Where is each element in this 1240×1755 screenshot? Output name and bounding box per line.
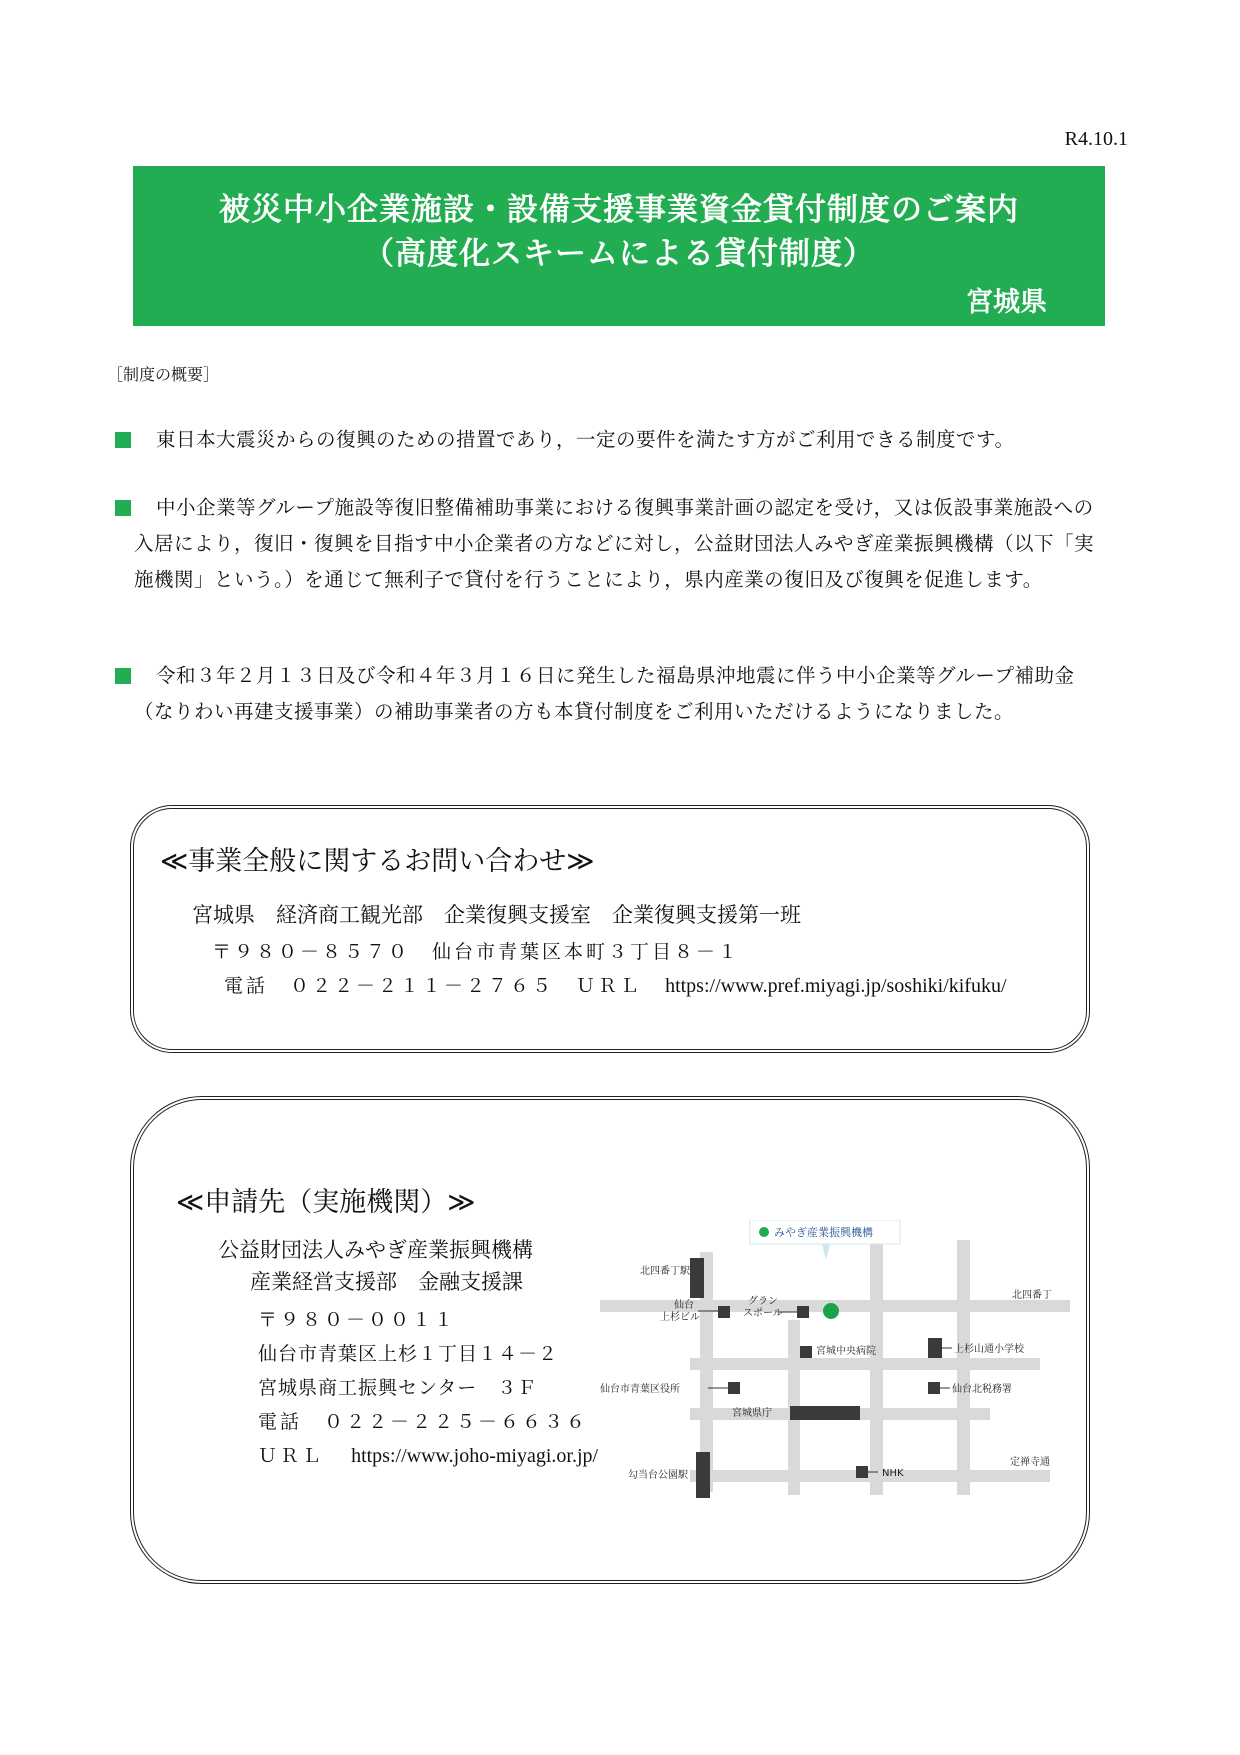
location-marker-icon [823, 1303, 839, 1319]
map-label: 仙台 [674, 1300, 694, 1311]
general-url-link[interactable]: https://www.pref.miyagi.jp/soshiki/kifuku/ [665, 975, 1007, 997]
prefecture-name: 宮城県 [966, 287, 1047, 318]
map-label: 上杉ビル [660, 1312, 700, 1323]
map-label: 勾当台公園駅 [628, 1470, 688, 1481]
phone-label: 電話 ０２２－２１１－２７６５ ＵＲＬ [224, 975, 643, 997]
map-label: 仙台北税務署 [952, 1384, 1012, 1395]
department-name: 宮城県 経済商工観光部 企業復興支援室 企業復興支援第一班 [192, 903, 801, 927]
map-logo-text: みやぎ産業振興機構 [774, 1226, 873, 1239]
map-label: 北四番丁駅 [640, 1266, 690, 1277]
square-bullet-icon [115, 500, 131, 516]
address-line-2: 宮城県商工振興センター ３Ｆ [258, 1377, 538, 1399]
map-label: 上杉山通小学校 [954, 1344, 1024, 1355]
issue-date: R4.10.1 [1064, 128, 1128, 150]
general-inquiry-title: ≪事業全般に関するお問い合わせ≫ [160, 846, 595, 877]
paragraph-text: 東日本大震災からの復興のための措置であり，一定の要件を満たす方がご利用できる制度です。 [156, 428, 1015, 451]
postal-code: 〒９８０－００１１ [258, 1309, 457, 1331]
map-label: スポール [743, 1308, 783, 1319]
paragraph-text: 令和３年２月１３日及び令和４年３月１６日に発生した福島県沖地震に伴う中小企業等グループ補助金（なりわい再建支援事業）の補助事業者の方も本貸付制度をご利用いただけるようになりました。 [134, 664, 1075, 723]
map-label: 仙台市青葉区役所 [600, 1384, 680, 1395]
location-map [600, 1220, 1070, 1510]
map-label: 北四番丁 [1012, 1290, 1052, 1301]
paragraph-1 [134, 422, 1102, 458]
phone: 電話 ０２２－２２５－６６３６ [258, 1411, 589, 1433]
division-name: 産業経営支援部 金融支援課 [250, 1270, 523, 1294]
title-banner [133, 166, 1105, 326]
url-label: ＵＲＬ [258, 1445, 325, 1467]
apply-url-link[interactable]: https://www.joho-miyagi.or.jp/ [351, 1445, 599, 1467]
map-label: NHK [882, 1468, 904, 1479]
organization-name: 公益財団法人みやぎ産業振興機構 [218, 1238, 533, 1262]
square-bullet-icon [115, 432, 131, 448]
map-label: 定禅寺通 [1010, 1457, 1050, 1468]
postal-address: 〒９８０－８５７０ 仙台市青葉区本町３丁目８－１ [212, 941, 741, 963]
application-title: ≪申請先（実施機関）≫ [176, 1187, 476, 1218]
paragraph-3 [134, 658, 1102, 730]
paragraph-text: 中小企業等グループ施設等復旧整備補助事業における復興事業計画の認定を受け，又は仮設事業施設への入居により，復旧・復興を目指す中小企業者の方などに対し，公益財団法人みやぎ産業振興機構（以下「実施機関」という。）を通じて無利子で貸付を行うことにより，県内産業の復旧及び復興を促進します。 [134, 496, 1095, 591]
title-line-1: 被災中小企業施設・設備支援事業資金貸付制度のご案内 [219, 192, 1019, 228]
square-bullet-icon [115, 668, 131, 684]
url-line [258, 1441, 598, 1468]
map-label: 宮城県庁 [732, 1408, 772, 1419]
paragraph-2 [134, 490, 1102, 598]
address-line-1: 仙台市青葉区上杉１丁目１４－２ [258, 1343, 559, 1365]
general-inquiry-box [130, 805, 1090, 1053]
map-label: グラン [748, 1296, 778, 1307]
title-line-2: （高度化スキームによる貸付制度） [363, 236, 875, 272]
phone-url-line [224, 971, 1007, 998]
overview-label: ［制度の概要］ [107, 365, 220, 384]
map-label: 宮城中央病院 [816, 1346, 876, 1357]
